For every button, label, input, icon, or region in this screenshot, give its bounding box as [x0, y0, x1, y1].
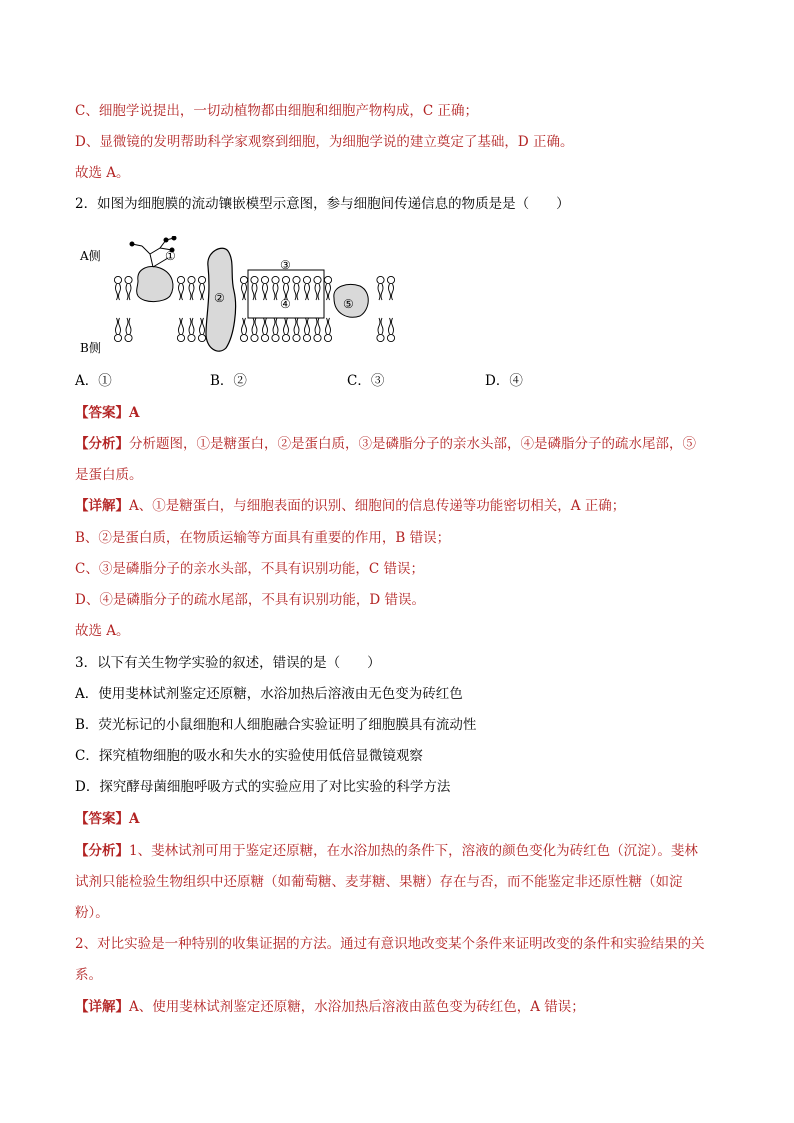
glycoprotein-1	[130, 236, 176, 302]
detail-line	[75, 998, 585, 1016]
text-line: 系。	[75, 967, 102, 983]
answer-label: 【答案】A	[75, 811, 140, 827]
answer-label: 【答案】A	[75, 405, 140, 421]
detail-tag: 【详解】	[75, 999, 129, 1015]
side-b-label: B侧	[80, 341, 101, 355]
text-line: 试剂只能检验生物组织中还原糖（如葡萄糖、麦芽糖、果糖）存在与否，而不能鉴定非还原性糖（如淀	[75, 874, 683, 890]
option-c: C．探究植物细胞的吸水和失水的实验使用低倍显微镜观察	[75, 748, 423, 764]
text-line: C、细胞学说提出，一切动植物都由细胞和细胞产物构成，C 正确；	[75, 103, 478, 119]
question-3-stem: 3．以下有关生物学实验的叙述，错误的是（ ）	[75, 655, 381, 671]
question-2-stem: 2．如图为细胞膜的流动镶嵌模型示意图，参与细胞间传递信息的物质是是（ ）	[75, 196, 570, 212]
text-line: 2、对比实验是一种特别的收集证据的方法。通过有意识地改变某个条件来证明改变的条件和实验结果的关	[75, 936, 705, 952]
text-line: 是蛋白质。	[75, 467, 143, 483]
text-line: 粉）。	[75, 905, 109, 921]
detail-text: A、使用斐林试剂鉴定还原糖，水浴加热后溶液由蓝色变为砖红色，A 错误；	[129, 999, 585, 1015]
text-line: C、③是磷脂分子的亲水头部，不具有识别功能，C 错误；	[75, 561, 424, 577]
option-b: B．②	[210, 373, 247, 389]
text-line: D、显微镜的发明帮助科学家观察到细胞，为细胞学说的建立奠定了基础，D 正确。	[75, 134, 574, 150]
analysis-line	[75, 842, 698, 860]
detail-tag: 【详解】	[75, 498, 129, 514]
option-d: D．探究酵母菌细胞呼吸方式的实验应用了对比实验的科学方法	[75, 779, 451, 795]
label-4: ④	[280, 297, 291, 311]
label-5: ⑤	[343, 297, 354, 311]
option-a: A．①	[75, 373, 112, 389]
detail-text: A、①是糖蛋白，与细胞表面的识别、细胞间的信息传递等功能密切相关，A 正确；	[129, 498, 626, 514]
analysis-tag: 【分析】	[75, 843, 129, 859]
option-d: D．④	[485, 373, 523, 389]
label-3: ③	[280, 258, 291, 272]
text-line: 故选 A。	[75, 165, 130, 181]
analysis-tag: 【分析】	[75, 436, 129, 452]
label-1: ①	[165, 249, 176, 263]
analysis-text: 1、斐林试剂可用于鉴定还原糖，在水浴加热的条件下，溶液的颜色变化为砖红色（沉淀）。斐林	[129, 843, 698, 859]
option-a: A．使用斐林试剂鉴定还原糖，水浴加热后溶液由无色变为砖红色	[75, 686, 463, 702]
text-line: B、②是蛋白质，在物质运输等方面具有重要的作用，B 错误；	[75, 530, 451, 546]
text-line: D、④是磷脂分子的疏水尾部，不具有识别功能，D 错误。	[75, 592, 425, 608]
option-b: B．荧光标记的小鼠细胞和人细胞融合实验证明了细胞膜具有流动性	[75, 717, 477, 733]
detail-line	[75, 497, 625, 515]
text-line: 故选 A。	[75, 623, 130, 639]
analysis-line	[75, 435, 696, 453]
cell-membrane-diagram	[78, 236, 408, 361]
label-2: ②	[214, 291, 225, 305]
side-a-label: A侧	[80, 249, 101, 263]
option-c: C．③	[347, 373, 385, 389]
analysis-text: 分析题图，①是糖蛋白，②是蛋白质，③是磷脂分子的亲水头部，④是磷脂分子的疏水尾部，⑤	[129, 436, 696, 452]
